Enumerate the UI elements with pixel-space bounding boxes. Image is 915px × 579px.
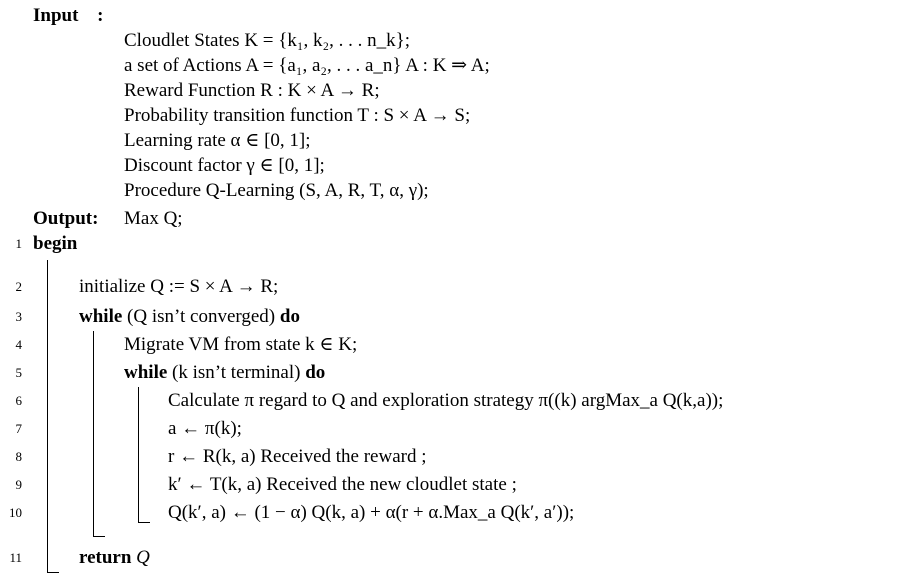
algo-line-8: r ← R(k, a) Received the reward ; xyxy=(168,446,427,467)
line-number: 8 xyxy=(15,449,22,464)
algo-line-9: k′ ← T(k, a) Received the new cloudlet state ; xyxy=(168,474,517,495)
outer-while-bar xyxy=(93,331,94,536)
input-label-text: Input xyxy=(33,5,79,26)
line-number: 1 xyxy=(15,236,22,251)
line-number: 6 xyxy=(15,393,22,408)
line-number: 4 xyxy=(15,337,22,352)
return-value: Q xyxy=(136,547,150,568)
line-number: 7 xyxy=(15,421,22,436)
line-number: 2 xyxy=(15,279,22,294)
algo-line-11 xyxy=(79,546,150,570)
input-item-0: Cloudlet States K = {k₁, k₂, . . . n_k}; xyxy=(124,30,411,51)
input-label xyxy=(33,4,104,28)
line-number: 10 xyxy=(9,505,22,520)
algo-line-6: Calculate π regard to Q and exploration strategy π((k) argMax_a Q(k,a)); xyxy=(168,390,724,411)
while-condition: (k isn’t terminal) xyxy=(172,362,301,383)
input-item-5: Discount factor γ ∈ [0, 1]; xyxy=(124,155,325,176)
algo-line-3 xyxy=(79,305,300,329)
algo-line-4: Migrate VM from state k ∈ K; xyxy=(124,334,358,355)
input-item-1: a set of Actions A = {a₁, a₂, . . . a_n} A : K ⇒ A; xyxy=(124,55,490,76)
while-keyword: while xyxy=(124,362,168,383)
line-number: 11 xyxy=(9,550,22,565)
input-colon: : xyxy=(97,5,104,26)
inner-while-bar xyxy=(138,387,139,522)
algo-line-7: a ← π(k); xyxy=(168,418,242,439)
inner-while-hook xyxy=(138,522,150,523)
output-label: Output: xyxy=(33,208,99,229)
line-number: 9 xyxy=(15,477,22,492)
do-keyword: do xyxy=(305,362,326,383)
line-number: 5 xyxy=(15,365,22,380)
outer-while-hook xyxy=(93,536,105,537)
input-item-4: Learning rate α ∈ [0, 1]; xyxy=(124,130,311,151)
while-condition: (Q isn’t converged) xyxy=(127,306,276,327)
begin-block-bar xyxy=(47,260,48,572)
input-item-2: Reward Function R : K × A → R; xyxy=(124,80,380,101)
output-value: Max Q; xyxy=(124,208,183,229)
algo-line-10: Q(k′, a) ← (1 − α) Q(k, a) + α(r + α.Max_a Q(k′, a′)); xyxy=(168,502,575,523)
algo-line-5 xyxy=(124,361,325,385)
algo-line-2: initialize Q := S × A → R; xyxy=(79,276,279,297)
line-number: 3 xyxy=(15,309,22,324)
do-keyword: do xyxy=(279,306,300,327)
begin-block-hook xyxy=(47,572,59,573)
input-item-3: Probability transition function T : S × A → S; xyxy=(124,105,471,126)
while-keyword: while xyxy=(79,306,123,327)
return-keyword: return xyxy=(79,547,132,568)
begin-keyword: begin xyxy=(33,233,78,254)
input-item-6: Procedure Q-Learning (S, A, R, T, α, γ); xyxy=(124,180,429,201)
